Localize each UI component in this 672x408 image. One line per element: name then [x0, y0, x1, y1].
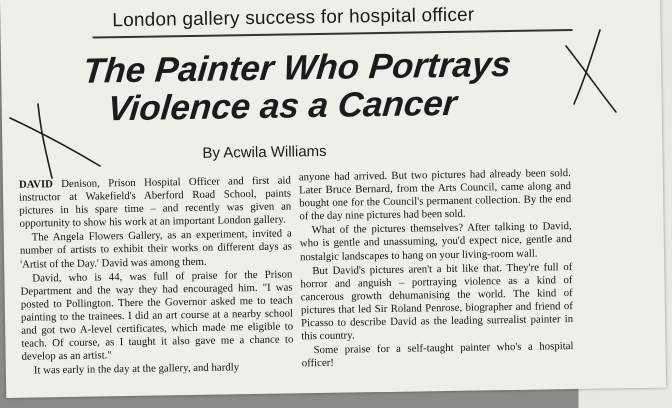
paragraph: What of the pictures themselves? After talking to David, who is gentle and unassuming, you'd expect nice, gentle and nostalgic landscapes to hang on your living-room wall. — [299, 220, 572, 263]
lead-word: DAVID — [18, 178, 53, 191]
paragraph: The Angela Flowers Gallery, as an experiment, invited a number of artists to exhibit their works on different days as 'Artist of the Day.' David was among them. — [19, 227, 293, 271]
headline-line-1: The Painter Who Portrays — [81, 44, 513, 91]
paragraph: anyone had arrived. But two pictures had already been sold. Later Bruce Bernard, from the Arts Council, came along and bought one for the Council's permanent collection. By the end of the day nine pictures had been sold. — [298, 167, 572, 223]
paragraph: It was early in the day at the gallery, and hardly — [33, 361, 240, 377]
byline: By Acwila Williams — [202, 142, 327, 162]
headline-line-2: Violence as a Cancer — [106, 83, 459, 129]
article-column-1 — [19, 174, 294, 379]
headline — [68, 45, 555, 129]
paragraph: But David's pictures aren't a bit like that. They're full of horror and anguish – portraying violence as a kind of cancerous growth dehumanising the world. The kind of pictures that led Sir Roland Penrose, biographer and friend of Picasso to describe David as the leading surrealist painter in this country. — [300, 260, 574, 343]
kicker-heading: London gallery success for hospital officer — [112, 4, 475, 32]
paragraph: David, who is 44, was full of praise for the Prison Department and the way they had encouraged him. "I was posted to Pollington. There the Governor asked me to teach painting to the trainees. I did an art course at a nearby school and got two A-level certificates, which made me eligible to teach. Of course, as I taught it also gave me a chance to develop as an artist." — [20, 268, 294, 363]
paragraph-text: Denison, Prison Hospital Officer and first aid instructor at Wakefield's Aberford Road School, paints pictures in his spare time – and recently was given an opportunity to show his work at an important London gallery. — [19, 174, 292, 231]
paragraph: Some praise for a self-taught painter who's a hospital officer! — [301, 340, 574, 370]
paragraph — [19, 174, 292, 231]
article-column-2 — [299, 167, 574, 372]
